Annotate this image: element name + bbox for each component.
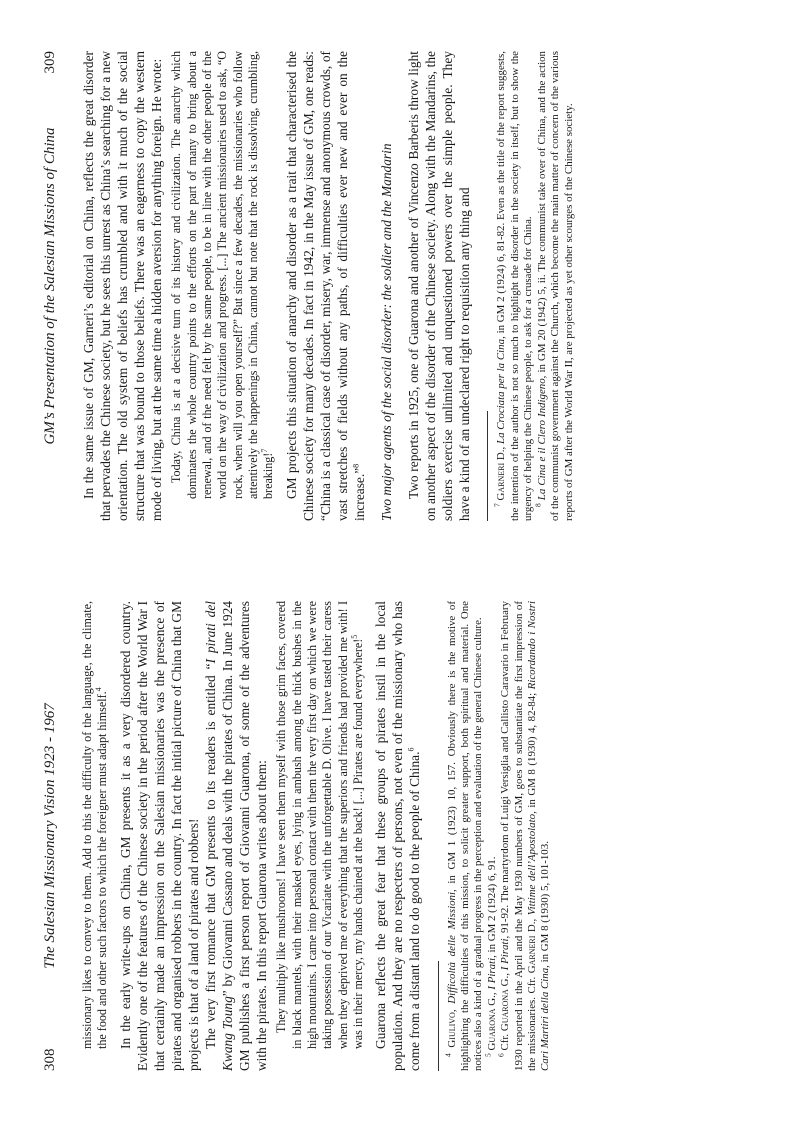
- footnote-5: $^5$ Guarona G., I Pirati, in GM 2 (1924) 6, 91.: [483, 856, 498, 1057]
- garneri-quote: [169, 51, 276, 499]
- right-running-title: GM’s Presentation of the Salesian Missions of China: [42, 127, 58, 445]
- left-paragraph-1: In the early write-ups on China, GM presents it as a very disordered country. Evidently one of the features of the Chinese society in the period after the World War I that certainly made an impression on the Salesian missionaries was the presence of pirates and organised robbers in the country. In fact the initial picture of China that GM projects is that of a land of pirates and robbers!: [117, 601, 201, 1071]
- left-running-head: [42, 601, 64, 1071]
- footnote-4: $^4$ Giulivo, Difficoltà delle Missioni, in GM 1 (1923) 10, 157. Obviously there is the motive of highlighting the difficulties of this mission, to solicit greater support, both spiritual and material. One notices also a kind of a gradual progress in the perception and evaluation of the general Chinese culture.: [442, 601, 485, 1071]
- fn-ref-6: 6: [406, 747, 416, 752]
- continued-quote-text: missionary likes to convey to them. Add to this the difficulty of the language, the climate, the food and other such factors to which the foreigner must adapt himself.: [80, 601, 110, 1049]
- right-paragraph-2: [283, 51, 368, 521]
- right-running-head: [42, 51, 64, 521]
- left-footnote-rule: [438, 961, 439, 1071]
- right-paragraph-3: Two reports in 1925, one of Guarona and another of Vincenzo Barberis throw light on another aspect of the disorder of the Chinese society. Along with the Mandarins, the soldiers exercise unlimited and unquestioned powers over the simple people. They have a kind of an undeclared right to requisition any thing and: [406, 51, 473, 521]
- footnote-6: $^6$ Cfr. Guarona G., I Pirati, 91-92. The martyrdom of Luigi Versiglia and Callisto Caravario in February 1930 reported in the April and the May 1930 numbers of GM, goes to substantiate the first impression of the missionaries. Cfr. Garneri D., Vittime dell’Apostolato, in GM 8 (1930) 4, 82-84; Ricordando i Nostri Cari Martiri della Cina, in GM 8 (1930) 5, 101-103.: [496, 600, 552, 1071]
- left-paragraph-2: [202, 601, 270, 1071]
- footnote-4-title: Difficoltà delle Missioni: [445, 891, 458, 1004]
- footnote-6-title: I Pirati: [499, 938, 512, 971]
- right-page: [42, 51, 576, 521]
- footnote-4-number: 4: [442, 1053, 452, 1057]
- footnote-4-text: , in GM 1 (1923) 10, 157. Obviously there is the motive of highlighting the difficulties of this mission, to solicit greater support, both spiritual and material. One notices also a kind of a gradual progress in the perception and evaluation of the general Chinese culture.: [445, 601, 485, 1071]
- left-running-title: The Salesian Missionary Vision 1923 - 1967: [42, 703, 58, 969]
- footnote-8-text: , in GM 20 (1942) 5, ii. The communist take over of China, and the action of the communist government against the Church, which become the main matter of concern of the various reports of GM after the World War II, are projected as yet other scourges of the Chinese society.: [535, 51, 575, 521]
- left-page-number: 308: [42, 1048, 58, 1071]
- footnote-7-author: Garneri D.: [495, 449, 508, 501]
- pirates-quote: [274, 601, 366, 1049]
- footnote-6-author-2: Garneri D.: [525, 921, 538, 974]
- right-paragraph-1: In the same issue of GM, Garneri’s editorial on China, reflects the great disorder that pervades the Chinese society, but he sees this unrest as China’s searching for a new orientation. The old system of beliefs has crumbled and with it much of the social structure that was bound to those beliefs. There was an eagerness to copy the western mode of living, but at the same time a hidden aversion for anything foreign. He wrote:: [81, 51, 165, 521]
- footnote-7-text: , in GM 2 (1924) 6, 81-82. Even as the title of the report suggests, the intention of the author is not so much to highlight the disorder in the society in itself, but to show the urgency of helping the Chinese people, to ask for a crusade for China.: [495, 50, 535, 521]
- footnote-5-text: , in GM 2 (1924) 6, 91.: [485, 856, 498, 958]
- footnote-5-author: Guarona G.: [485, 995, 498, 1051]
- footnote-6-d: , in GM 8 (1930) 5, 101-103.: [539, 841, 552, 968]
- footnote-8-title: La Cina e il Clero Indigeno: [535, 378, 548, 501]
- pirates-quote-text: They multiply like mushrooms! I have seen them myself with those grim faces, covered in black mantels, with their masked eyes, lying in ambush among the thick bushes in the high mountains. I came into personal contact with them the very first day on which we were taking possession of our Vicariate with the unforgettable D. Olive. I have tasted their caress when they deprived me of everything that the superiors and friends had provided me with! I was in their mercy, my hands chained at the back! [...] Pirates are found everywhere!: [274, 601, 365, 1049]
- left-paragraph-3: [372, 601, 423, 1071]
- fn-ref-4: 4: [94, 687, 104, 692]
- continued-quote: [80, 601, 111, 1049]
- right-page-number: 309: [42, 51, 58, 74]
- footnote-7-title: La Crociata per la Cina: [495, 338, 508, 444]
- footnote-6-c: , in GM 8 (1930) 4, 82-84;: [525, 689, 538, 814]
- fn-ref-8: 8: [351, 463, 361, 468]
- footnote-6-title-2: Vittime dell’Apostolato: [525, 813, 538, 916]
- footnote-8-number: 8: [533, 503, 543, 507]
- footnote-6-title-3: Ricordando i Nostri Cari Martiri della Cina: [525, 600, 552, 1071]
- right-footnote-rule: [487, 411, 488, 521]
- footnote-5-number: 5: [483, 1053, 493, 1057]
- footnote-4-author: Giulivo: [445, 1012, 458, 1048]
- footnote-6-a: Cfr.: [499, 1031, 512, 1051]
- romance-title: I pirati del Kwang Toung: [203, 601, 236, 1071]
- right-paragraph-2-text: GM projects this situation of anarchy and disorder as a trait that characterised the Chinese society for many decades. In fact in 1942, in the May issue of GM, one reads: “China is a classical case of disorder, misery, war, immense and anonymous crowds, of vast stretches of fields without any paths, of difficulties ever new and ever on the increase.”: [283, 51, 367, 521]
- fn-ref-5: 5: [349, 634, 359, 639]
- left-page: [42, 601, 553, 1071]
- section-heading: Two major agents of the social disorder: the soldier and the Mandarin: [379, 143, 395, 521]
- left-paragraph-2-a: The very first romance that GM presents to its readers is entitled “: [203, 663, 219, 1049]
- footnote-6-number: 6: [496, 1053, 506, 1057]
- footnote-5-title: I Pirati: [485, 957, 498, 990]
- footnote-7-number: 7: [492, 503, 502, 507]
- left-paragraph-2-b: ” by Giovanni Cassano and deals with the pirates of China. In June 1924 GM publishes a first person report of Giovanni Guarona, of some of the adventures with the pirates. In this report Guarona writes about them:: [220, 600, 270, 1071]
- left-paragraph-3-text: Guarona reflects the great fear that these groups of pirates instil in the local population. And they are no respecters of persons, not even of the missionary who has come from a distant land to do good to the people of China.: [373, 601, 423, 1071]
- footnote-7: $^7$ Garneri D., La Crociata per la Cina, in GM 2 (1924) 6, 81-82. Even as the title of the report suggests, the intention of the author is not so much to highlight the disorder in the society in itself, but to show the urgency of helping the Chinese people, to ask for a crusade for China.: [492, 50, 535, 521]
- footnote-8: [533, 51, 576, 521]
- garneri-quote-text: Today, China is at a decisive turn of its history and civilization. The anarchy which dominates the whole country points to the efforts on the part of many to bring about a renewal, and of the need felt by the same people, to be in line with the other people of the world on the way of civilization and progress. [...] The ancient missionaries used to ask, “O rock, when will you open yourself?” But since a few decades, the missionaries who follow attentively the happenings in China, cannot but note that the rock is dissolving, crumbling, breaking!: [169, 51, 276, 499]
- fn-ref-7: 7: [260, 448, 270, 453]
- footnote-6-b: , 91-92. The martyrdom of Luigi Versiglia and Callisto Caravario in February 1930 reported in the April and the May 1930 numbers of GM, goes to substantiate the first impression of the missionaries. Cfr.: [499, 601, 538, 1071]
- footnote-6-author: Guarona G.: [499, 975, 512, 1032]
